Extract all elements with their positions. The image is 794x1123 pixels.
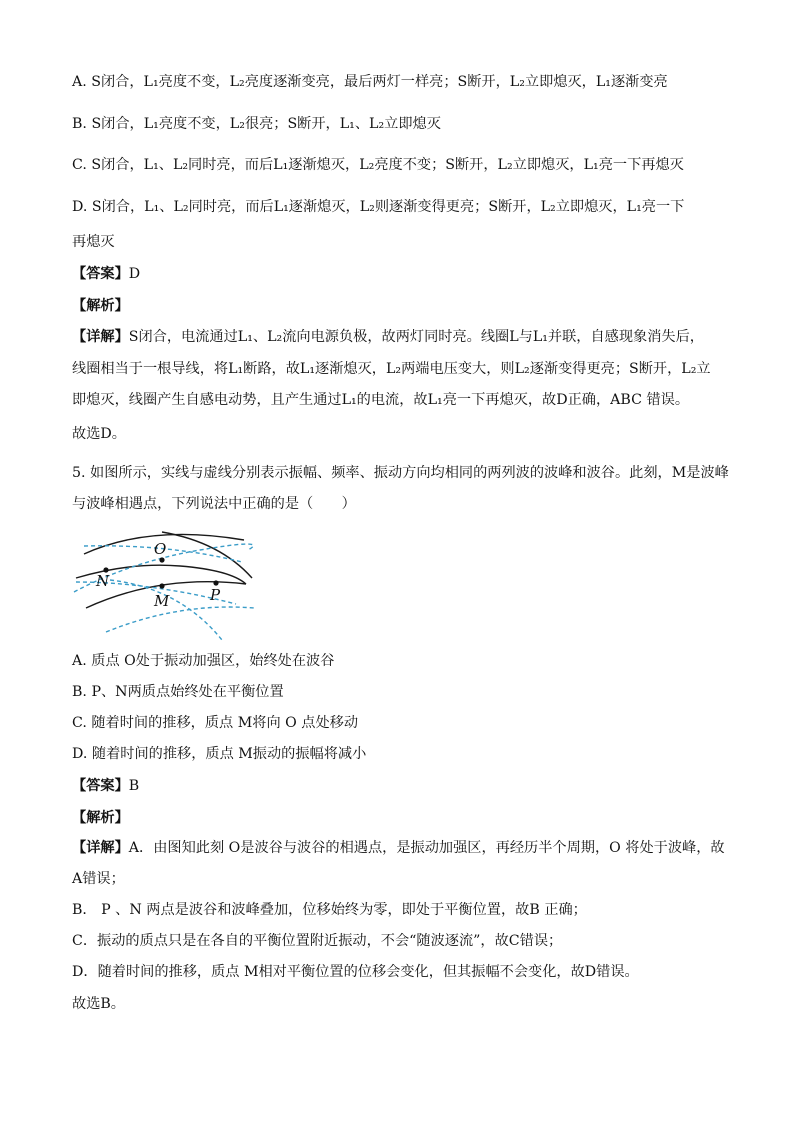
q5-detail-line-6: 故选B。 xyxy=(72,996,125,1012)
q4-option-c: C. S闭合，L₁、L₂同时亮，而后L₁逐渐熄灭，L₂亮度不变；S断开，L₂立即熄灭，L₁亮一下再熄灭 xyxy=(72,157,684,173)
point-o xyxy=(159,557,164,562)
q5-option-d: D. 随着时间的推移，质点 M振动的振幅将减小 xyxy=(72,746,367,762)
analysis-tag: 【解析】 xyxy=(72,298,129,314)
detail-tag: 【详解】 xyxy=(72,329,129,345)
q5-detail-line-4: C．振动的质点只是在各自的平衡位置附近振动，不会“随波逐流”，故C错误； xyxy=(72,933,563,949)
q4-option-b: B. S闭合，L₁亮度不变，L₂很亮；S断开，L₁、L₂立即熄灭 xyxy=(72,116,441,132)
detail-text: A．由图知此刻 O是波谷与波谷的相遇点，是振动加强区，再经历半个周期，O 将处于波峰，故 xyxy=(128,840,725,856)
answer-value: B xyxy=(128,778,140,794)
q4-detail-line-3: 即熄灭，线圈产生自感电动势，且产生通过L₁的电流，故L₁亮一下再熄灭，故D正确，ABC 错误。 xyxy=(72,392,690,408)
q5-detail-line-3: B． P 、N 两点是波谷和波峰叠加，位移始终为零，即处于平衡位置，故B 正确； xyxy=(72,902,587,918)
q5-analysis-tag xyxy=(72,808,732,828)
wave-interference-figure xyxy=(70,522,260,644)
q5-detail-line-1 xyxy=(72,838,732,858)
point-m xyxy=(159,583,164,588)
point-p xyxy=(213,580,218,585)
q4-option-a: A. S闭合，L₁亮度不变，L₂亮度逐渐变亮，最后两灯一样亮；S断开，L₂立即熄灭，L₁逐渐变亮 xyxy=(72,74,668,90)
q5-detail-line-5: D．随着时间的推移，质点 M相对平衡位置的位移会变化，但其振幅不会变化，故D错误。 xyxy=(72,964,639,980)
answer-tag: 【答案】 xyxy=(72,266,129,282)
q5-stem-line-2: 与波峰相遇点，下列说法中正确的是（ ） xyxy=(72,496,356,512)
answer-value: D xyxy=(128,266,141,282)
wave-diagram-svg xyxy=(70,522,260,644)
q5-answer xyxy=(72,776,732,796)
q4-option-d-cont: 再熄灭 xyxy=(72,234,115,250)
label-m: M xyxy=(154,592,170,610)
q4-detail-line-2: 线圈相当于一根导线，将L₁断路，故L₁逐渐熄灭，L₂两端电压变大，则L₂逐渐变得更亮；S断开，L₂立 xyxy=(72,361,711,377)
detail-text: S闭合，电流通过L₁、L₂流向电源负极，故两灯同时亮。线圈L与L₁并联，自感现象消失后， xyxy=(128,329,704,345)
detail-tag: 【详解】 xyxy=(72,840,129,856)
q5-stem-line-1: 5. 如图所示，实线与虚线分别表示振幅、频率、振动方向均相同的两列波的波峰和波谷。此刻，M是波峰 xyxy=(72,465,729,481)
trough-line-4 xyxy=(106,607,254,632)
q4-analysis-tag xyxy=(72,296,732,316)
q5-detail-line-2: A错误； xyxy=(72,871,125,887)
q5-option-a: A. 质点 O处于振动加强区，始终处在波谷 xyxy=(72,653,335,669)
label-n: N xyxy=(96,572,110,590)
q4-option-d: D. S闭合，L₁、L₂同时亮，而后L₁逐渐熄灭，L₂则逐渐变得更亮；S断开，L₂立即熄灭，L₁亮一下 xyxy=(72,199,685,215)
q4-answer xyxy=(72,264,732,284)
analysis-tag: 【解析】 xyxy=(72,810,129,826)
answer-tag: 【答案】 xyxy=(72,778,129,794)
q5-option-c: C. 随着时间的推移，质点 M将向 O 点处移动 xyxy=(72,715,359,731)
q4-detail-line-4: 故选D。 xyxy=(72,426,126,442)
label-p: P xyxy=(210,586,221,604)
trough-line-5 xyxy=(110,580,222,640)
label-o: O xyxy=(154,540,167,558)
q4-detail-line-1 xyxy=(72,327,732,347)
q5-option-b: B. P、N两质点始终处在平衡位置 xyxy=(72,684,284,700)
